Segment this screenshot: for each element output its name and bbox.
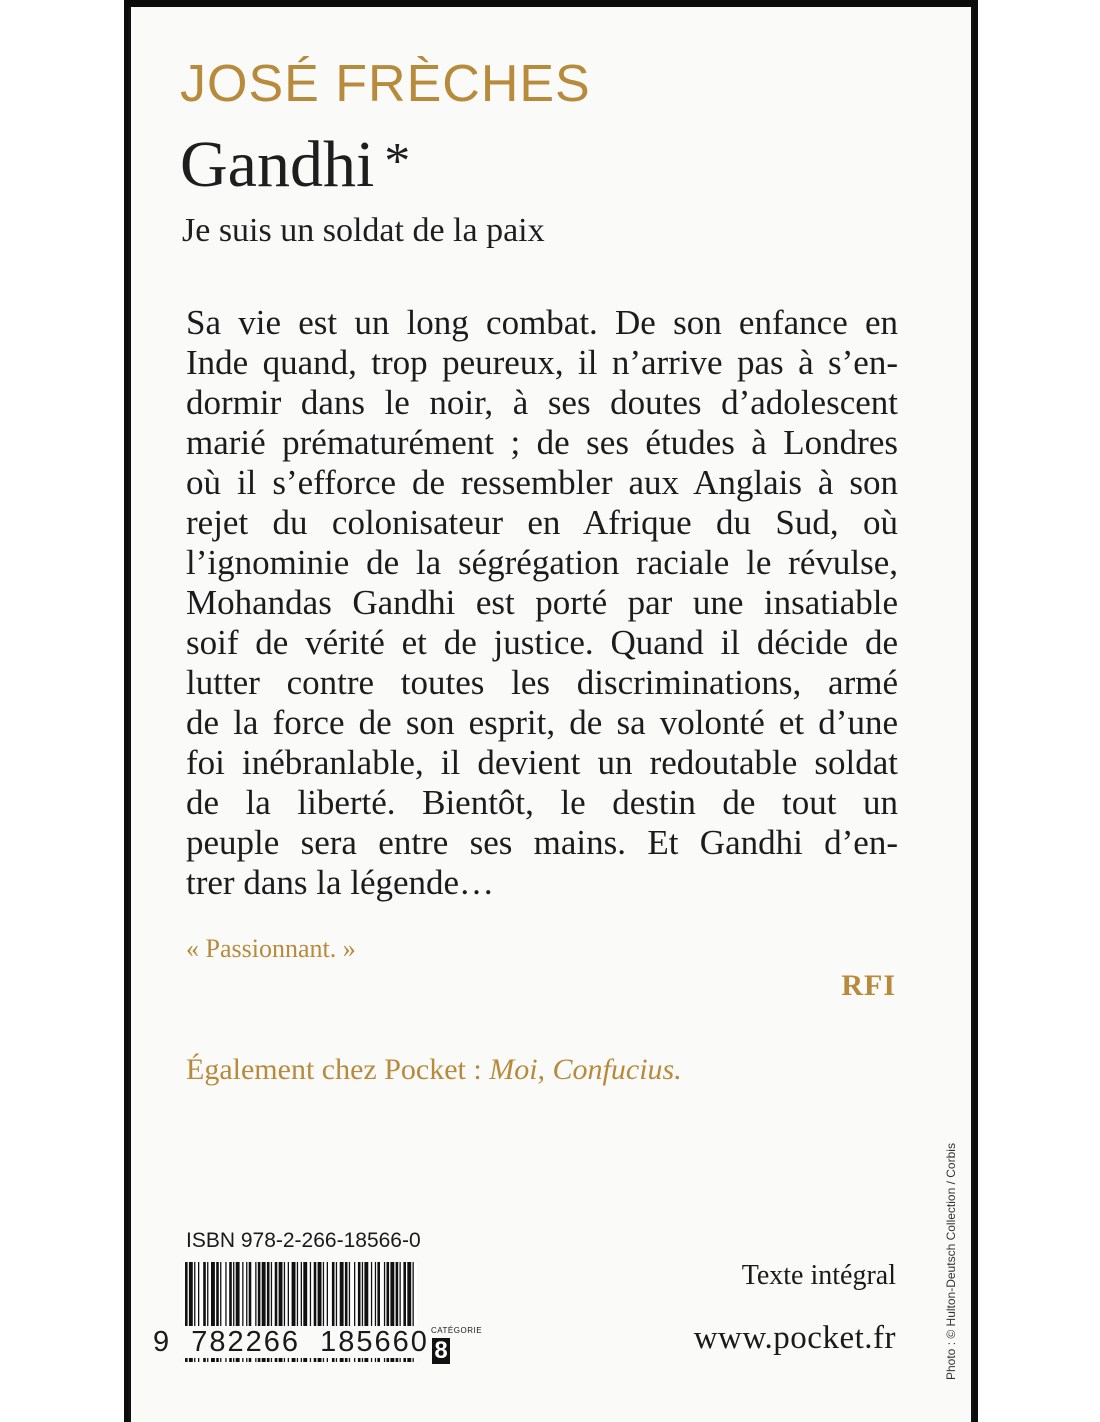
blurb-line: soif de vérité et de justice. Quand il décide de [186,623,898,662]
blurb-line: rejet du colonisateur en Afrique du Sud, où [186,503,898,542]
blurb-line: où il s’efforce de ressembler aux Anglais à son [186,463,898,502]
blurb-line: lutter contre toutes les discriminations, armé [186,663,898,702]
isbn-number: ISBN 978-2-266-18566-0 [186,1229,421,1252]
barcode-digits [152,1326,430,1359]
left-margin [0,0,124,1422]
press-quote-source: RFI [841,969,896,1002]
blurb-line: trer dans la légende… [186,863,495,902]
category-label: CATÉGORIE [431,1326,483,1335]
also-available-title: Moi, Confucius. [489,1053,682,1086]
blurb-line: de la liberté. Bientôt, le destin de tout un [186,783,898,822]
category-badge: 8 [432,1338,450,1364]
volume-mark: * [384,133,411,190]
barcode-digits-text: 9 782266 185660 [153,1326,429,1358]
also-available-prefix: Également chez Pocket : [186,1053,482,1086]
blurb-line: Mohandas Gandhi est porté par une insatiable [186,583,898,622]
publisher-website: www.pocket.fr [693,1320,896,1356]
blurb-line: dormir dans le noir, à ses doutes d’adolescent [186,383,898,422]
press-quote: « Passionnant. » [186,934,356,963]
blurb-line: marié prématurément ; de ses études à Londres [186,423,898,462]
also-available [186,1053,682,1087]
blurb-paragraph [186,303,898,903]
blurb-line: foi inébranlable, il devient un redoutable soldat [186,743,898,782]
right-margin [978,0,1100,1422]
book-title [180,128,411,201]
blurb-line: de la force de son esprit, de sa volonté et d’une [186,703,898,742]
author-name: JOSÉ FRÈCHES [180,55,591,113]
blurb-line: Sa vie est un long combat. De son enfance en [186,303,898,342]
edition-note: Texte intégral [741,1260,896,1291]
blurb-line: l’ignominie de la ségrégation raciale le révulse, [186,543,898,582]
blurb-line: peuple sera entre ses mains. Et Gandhi d’en- [186,823,898,862]
blurb-line: Inde quand, trop peureux, il n’arrive pas à s’en- [186,343,898,382]
book-subtitle: Je suis un soldat de la paix [182,212,545,249]
book-title-text: Gandhi [180,128,375,201]
photo-credit: Photo : © Hulton-Deutsch Collection / Corbis [944,1143,958,1380]
